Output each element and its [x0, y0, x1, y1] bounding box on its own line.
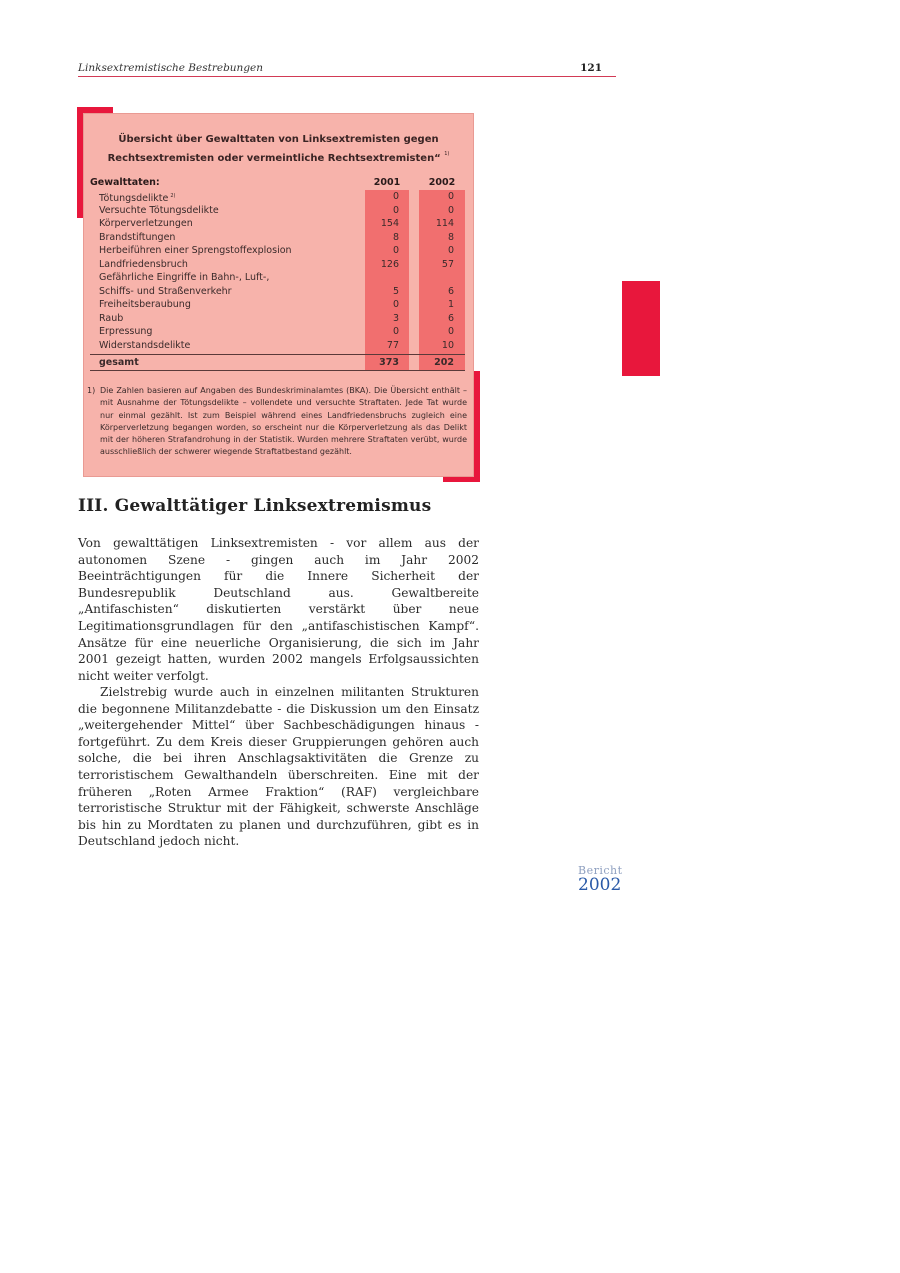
value-2002: 1	[447, 299, 454, 310]
value-2001: 77	[386, 339, 399, 351]
row-label: Landfriedensbruch	[99, 258, 188, 270]
value-2001: 0	[392, 204, 399, 216]
table-row	[84, 231, 473, 245]
value-2002: 8	[447, 231, 454, 243]
value-2002: 0	[447, 191, 454, 202]
table-header-2002: 2002	[428, 177, 456, 188]
value-2001: 126	[380, 258, 399, 270]
report-logo	[578, 866, 623, 893]
value-2002: 114	[435, 218, 454, 229]
value-2002: 0	[447, 204, 454, 216]
statistics-infobox	[83, 113, 474, 477]
title-footnote-ref: 1)	[444, 151, 450, 157]
table-header-2001: 2001	[373, 177, 401, 188]
total-2001: 373	[379, 357, 399, 368]
value-2002: 0	[447, 245, 454, 256]
value-2002: 10	[441, 339, 454, 351]
total-label: gesamt	[99, 357, 139, 368]
page-number: 121	[580, 62, 602, 74]
chapter-tab-marker	[622, 281, 660, 376]
total-2002: 202	[434, 357, 454, 368]
value-2002: 0	[447, 326, 454, 337]
table-row	[84, 312, 473, 326]
value-2001: 0	[392, 326, 399, 337]
table-row	[84, 217, 473, 231]
row-label: Tötungsdelikte	[99, 193, 169, 204]
table-row	[84, 244, 473, 258]
table-body	[84, 190, 473, 352]
table-row	[84, 285, 473, 299]
table-row	[84, 204, 473, 218]
row-label: Brandstiftungen	[99, 231, 176, 243]
row-label: Versuchte Tötungsdelikte	[99, 204, 219, 216]
row-label: Gefährliche Eingriffe in Bahn-, Luft-,	[99, 272, 270, 283]
value-2002: 6	[447, 285, 454, 297]
infobox-footnote	[87, 385, 467, 459]
infobox-title: Übersicht über Gewalttaten von Linksextremisten gegen Rechtsextremisten oder vermeintliche Rechtsextremisten“ $^{1)}$	[107, 134, 450, 164]
running-header	[78, 62, 616, 77]
value-2001: 5	[392, 285, 399, 297]
value-2001: 0	[392, 299, 399, 310]
logo-year: 2002	[578, 875, 622, 895]
row-label: Freiheitsberaubung	[99, 299, 191, 310]
table-row	[84, 325, 473, 339]
row-label: Widerstandsdelikte	[99, 339, 191, 351]
table-row	[84, 258, 473, 272]
value-2002: 57	[441, 258, 454, 270]
table-row	[84, 339, 473, 353]
value-2001: 3	[392, 312, 399, 324]
table-row	[84, 190, 473, 204]
row-label: Erpressung	[99, 326, 153, 337]
body-paragraph: Von gewalttätigen Linksextremisten - vor allem aus der autonomen Szene - gingen auch im Jahr 2002 Beeinträchtigungen für die Innere Sicherheit der Bundesrepublik Deutschland aus. Gewaltbereite „Antifaschisten“ diskutierten verstärkt über neue Legitimationsgrundlagen für den „antifaschistischen Kampf“. Ansätze für eine neuerliche Organisierung, die sich im Jahr 2001 gezeigt hatten, wurden 2002 mangels Erfolgsaussichten nicht weiter verfolgt.	[78, 536, 479, 683]
row-footnote-ref: 2)	[170, 193, 176, 199]
value-2001: 0	[392, 191, 399, 202]
logo-word: Bericht	[578, 864, 623, 877]
value-2001: 8	[392, 231, 399, 243]
value-2001: 154	[380, 218, 399, 229]
value-2001: 0	[392, 245, 399, 256]
total-rule-bottom	[90, 370, 465, 371]
table-header-label: Gewalttaten:	[90, 177, 160, 188]
body-paragraph: Zielstrebig wurde auch in einzelnen militanten Strukturen die begonnene Militanzdebatte - die Diskussion um den Einsatz „weitergehender Mittel“ über Sachbeschädigungen hinaus - fortgeführt. Zu dem Kreis dieser Gruppierungen gehören auch solche, die bei ihren Anschlagsaktivitäten die Grenze zu terroristischem Gewalthandeln überschreiten. Eine mit der früheren „Roten Armee Fraktion“ (RAF) vergleichbare terroristische Struktur mit der Fähigkeit, schwerste Anschläge bis hin zu Mordtaten zu planen und durchzuführen, gibt es in Deutschland jedoch nicht.	[78, 685, 479, 849]
table-row	[84, 298, 473, 312]
row-label: Körperverletzungen	[99, 218, 193, 229]
table-total-row	[84, 355, 473, 370]
footnote-marker: 1)	[87, 386, 96, 395]
footnote-text: Die Zahlen basieren auf Angaben des Bundeskriminalamtes (BKA). Die Übersicht enthält – mit Ausnahme der Tötungsdelikte – vollendete und versuchte Straftaten. Jede Tat wurde nur einmal gezählt. Ist zum Beispiel während eines Landfriedensbruchs zugleich eine Körperverletzung begangen worden, so erscheint nur die Körperverletzung als das Delikt mit der höheren Strafandrohung in der Statistik. Wurden mehrere Straftaten verübt, wurde ausschließlich der schwerer wiegende Straftatbestand gezählt.	[100, 386, 467, 457]
table-row	[84, 271, 473, 285]
row-label: Schiffs- und Straßenverkehr	[99, 285, 232, 297]
section-heading: III. Gewalttätiger Linksextremismus	[78, 496, 432, 516]
row-label: Raub	[99, 312, 124, 324]
value-2002: 6	[447, 312, 454, 324]
running-title: Linksextremistische Bestrebungen	[78, 62, 264, 74]
row-label: Herbeiführen einer Sprengstoffexplosion	[99, 245, 292, 256]
